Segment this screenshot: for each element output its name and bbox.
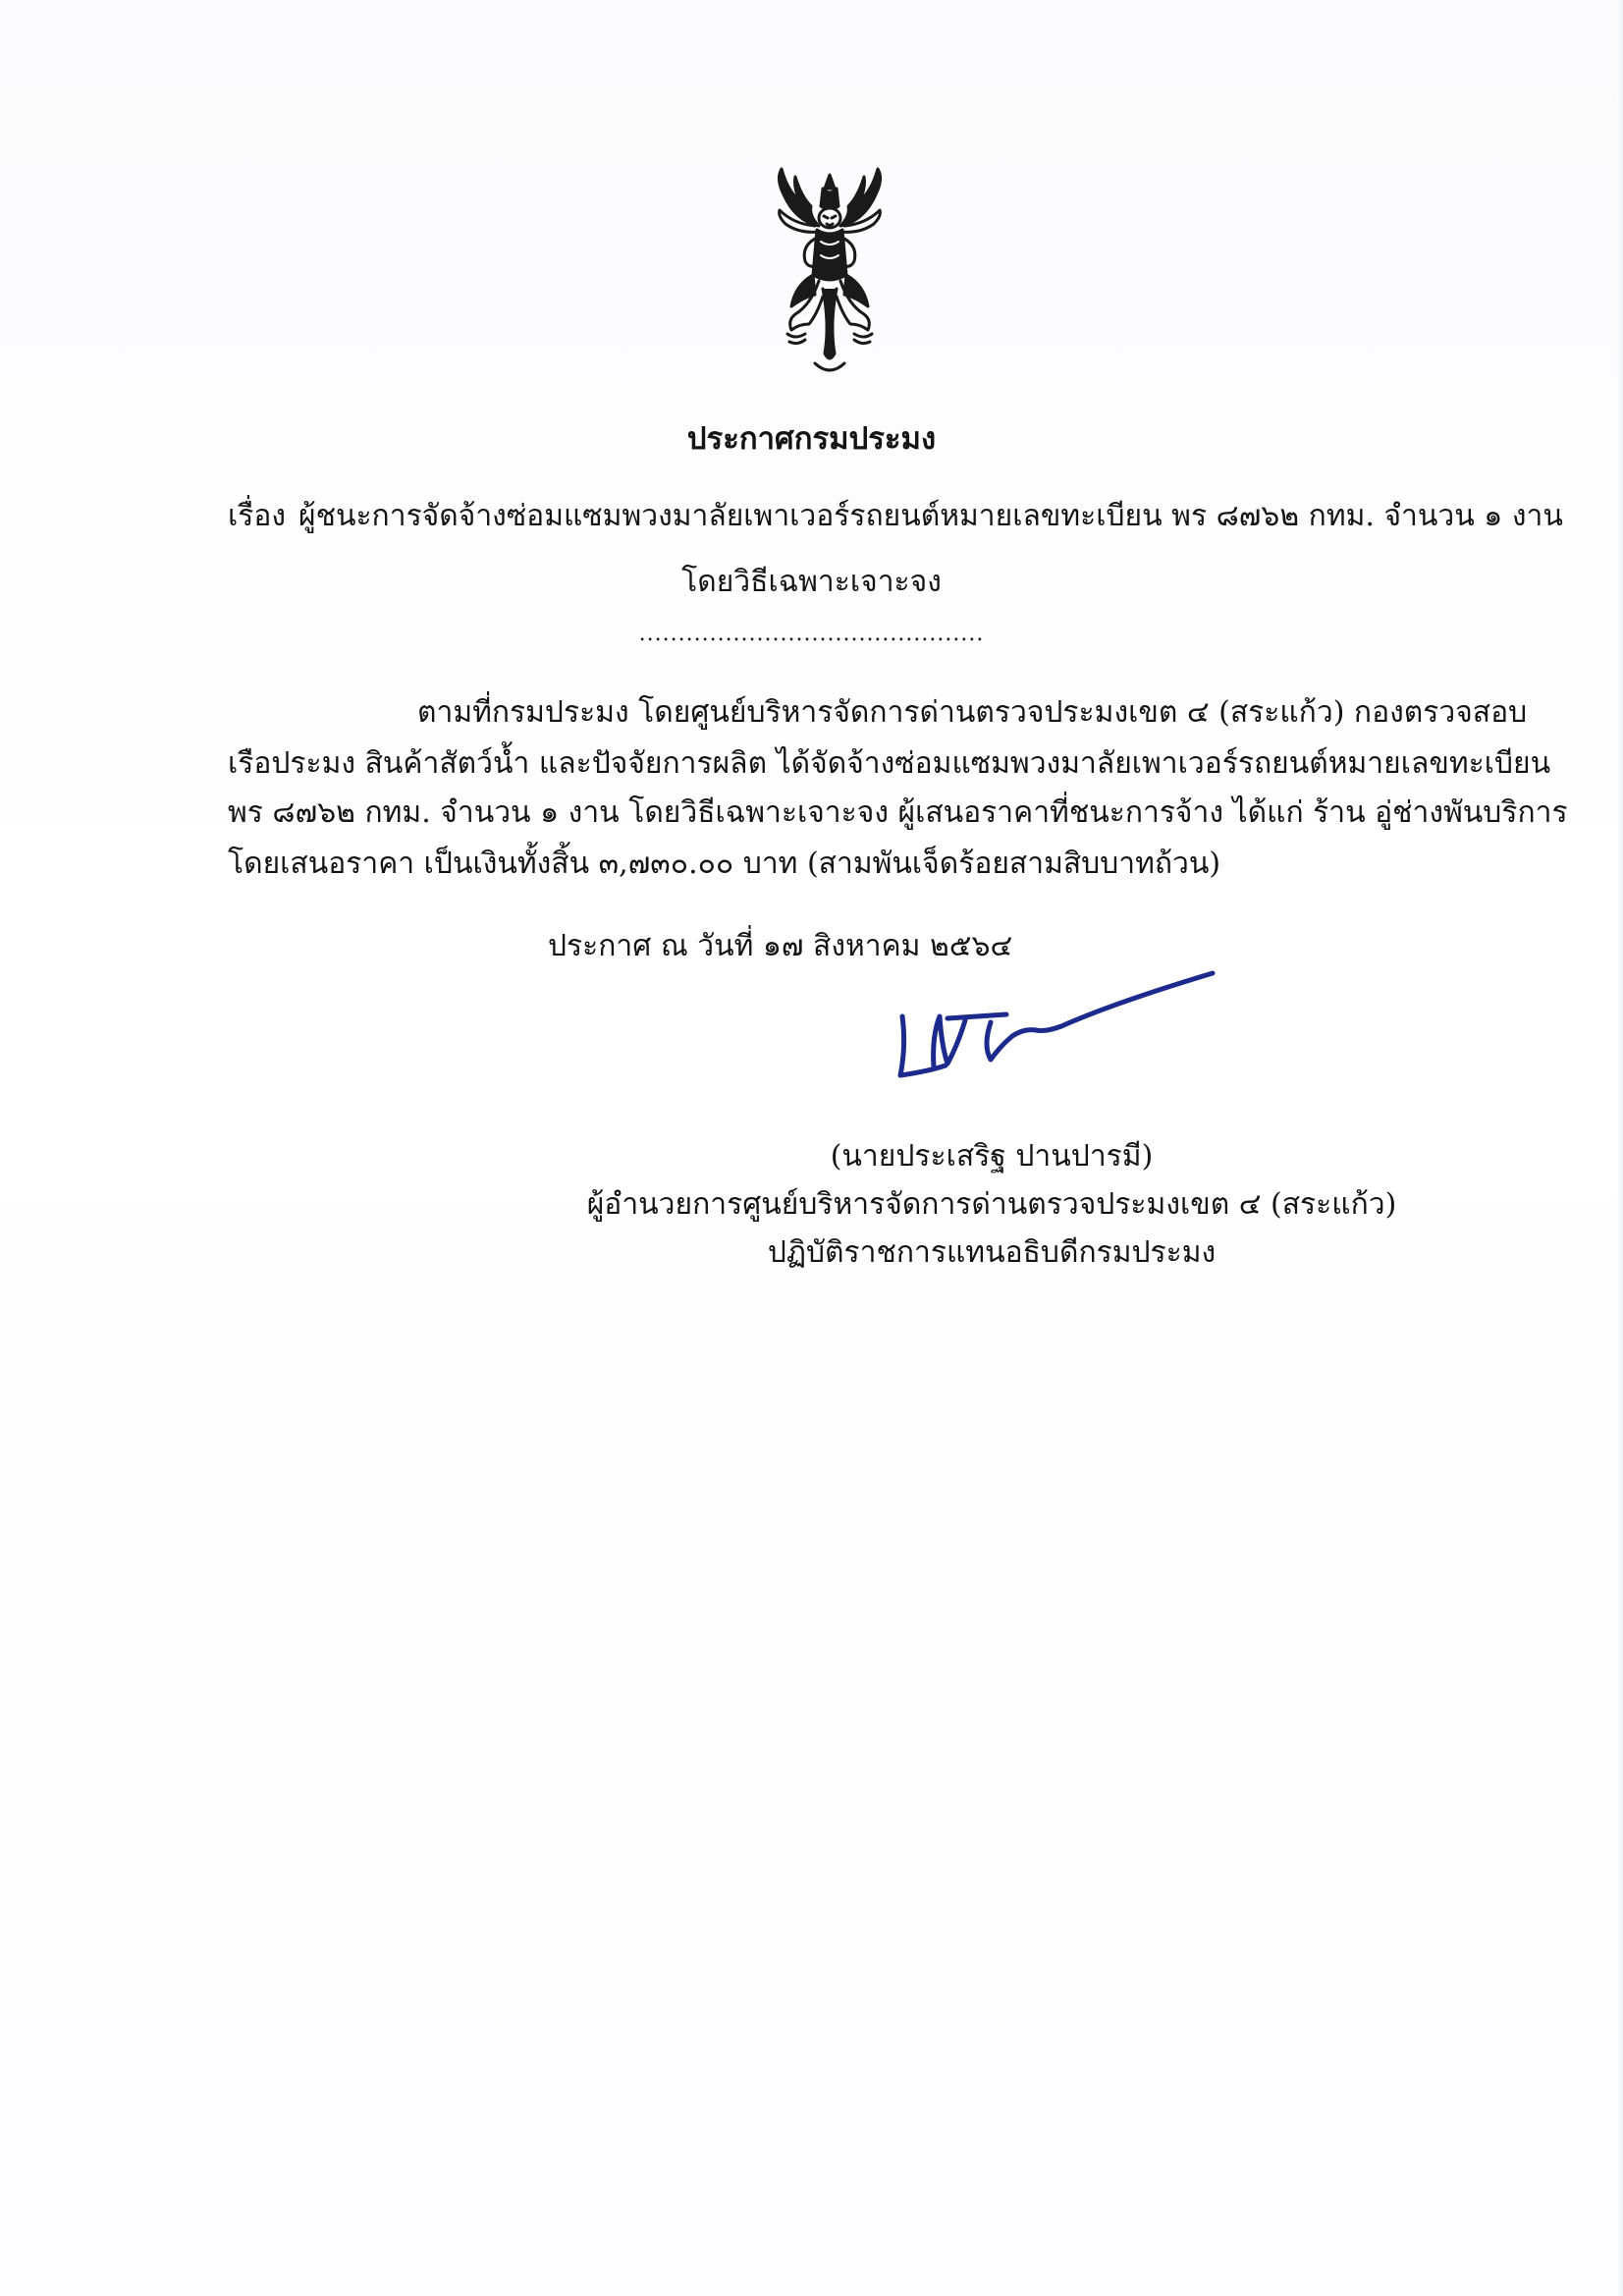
subject-line [228,497,1563,536]
subject-label: เรื่อง [228,499,287,533]
dotted-separator: ............................................ [638,622,985,646]
announcement-title: ประกาศกรมประมง [686,421,937,457]
handwritten-signature [889,957,1242,1090]
signatory-name: (นายประเสริฐ ปานปารมี) [830,1139,1154,1174]
body-paragraph-line-4: โดยเสนอราคา เป็นเงินทั้งสิ้น ๓,๗๓๐.๐๐ บาท (สามพันเจ็ดร้อยสามสิบบาทถ้วน) [228,847,1221,881]
signatory-position: ผู้อำนวยการศูนย์บริหารจัดการด่านตรวจประมงเขต ๔ (สระแก้ว) [586,1187,1397,1222]
body-paragraph-line-2: เรือประมง สินค้าสัตว์น้ำ และปัจจัยการผลิต ได้จัดจ้างซ่อมแซมพวงมาลัยเพาเวอร์รถยนต์หมายเลขทะเบียน [228,746,1551,781]
scan-edge-shadow [1617,0,1623,2296]
garuda-emblem [766,167,893,383]
subject-text: ผู้ชนะการจัดจ้างซ่อมแซมพวงมาลัยเพาเวอร์รถยนต์หมายเลขทะเบียน พร ๘๗๖๒ กทม. จำนวน ๑ งาน [298,499,1563,533]
subject-continuation: โดยวิธีเฉพาะเจาะจง [681,565,942,599]
body-paragraph-line-1: ตามที่กรมประมง โดยศูนย์บริหารจัดการด่านตรวจประมงเขต ๔ (สระแก้ว) กองตรวจสอบ [417,695,1528,730]
announcement-date: ประกาศ ณ วันที่ ๑๗ สิงหาคม ๒๕๖๔ [548,929,1013,963]
body-paragraph-line-3: พร ๘๗๖๒ กทม. จำนวน ๑ งาน โดยวิธีเฉพาะเจาะจง ผู้เสนอราคาที่ชนะการจ้าง ได้แก่ ร้าน อู่ช่างพันบริการ [228,795,1568,830]
signatory-acting-role: ปฏิบัติราชการแทนอธิบดีกรมประมง [767,1235,1217,1270]
